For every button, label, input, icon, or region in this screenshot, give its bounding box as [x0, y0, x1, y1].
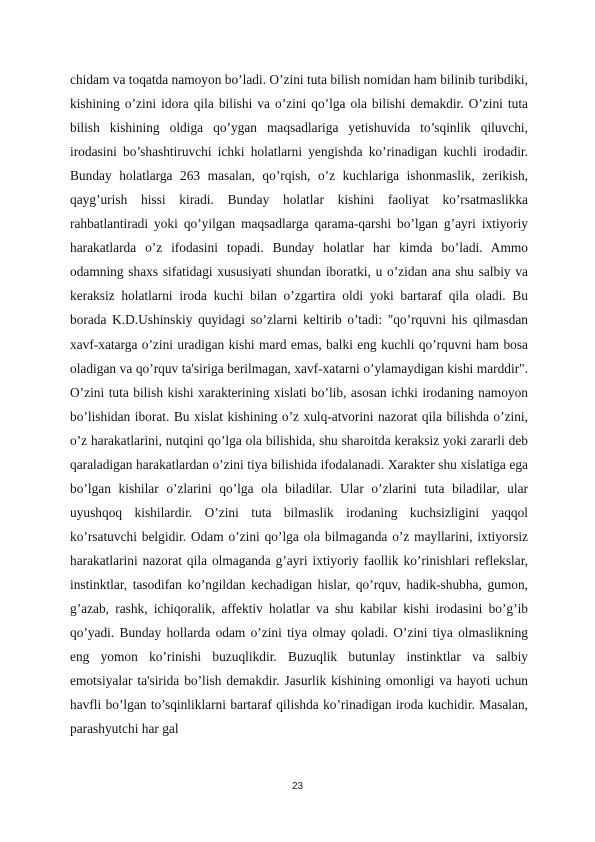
body-paragraph: chidam va toqatda namoyon bo’ladi. O’zini tuta bilish nomidan ham bilinib turibdiki, kishining o’zini idora qila bilishi va o’zini qo’lga ola bilishi demakdir. O’zini tuta bilish kishining oldiga qo’ygan maqsadlariga yetishuvida to’sqinlik qiluvchi, irodasini bo’shashtiruvchi ichki holatlarni yengishda ko’rinadigan kuchli irodadir. Bunday holatlarga 263 masalan, qo’rqish, o’z kuchlariga ishonmaslik, zerikish, qayg’urish hissi kiradi. Bunday holatlar kishini faoliyat ko’rsatmaslikka rahbatlantiradi yoki qo’yilgan maqsadlarga qarama-qarshi bo’lgan g’ayri ixtiyoriy harakatlarda o’z ifodasini topadi. Bunday holatlar har kimda bo’ladi. Ammo odamning shaxs sifatidagi xususiyati shundan iboratki, u o’zidan ana shu salbiy va keraksiz holatlarni iroda kuchi bilan o’zgartira oldi yoki bartaraf qila oladi. Bu borada K.D.Ushinskiy quyidagi so’zlarni keltirib o’tadi: "qo’rquvni his qilmasdan xavf-xatarga o’zini uradigan kishi mard emas, balki eng kuchli qo’rquvni ham bosa oladigan va qo’rquv ta'siriga berilmagan, xavf-xatarni o’ylamaydigan kishi marddir". O’zini tuta bilish kishi xarakterining xislati bo’lib, asosan ichki irodaning namoyon bo’lishidan iborat. Bu xislat kishining o’z xulq-atvorini nazorat qila bilishda o’zini, o’z harakatlarini, nutqini qo’lga ola bilishida, shu sharoitda keraksiz yoki zararli deb qaraladigan harakatlardan o’zini tiya bilishida ifodalanadi. Xarakter shu xislatiga ega bo’lgan kishilar o’zlarini qo’lga ola biladilar. Ular o’zlarini tuta biladilar, ular uyushqoq kishilardir. O’zini tuta bilmaslik irodaning kuchsizligini yaqqol ko’rsatuvchi belgidir. Odam o’zini qo’lga ola bilmaganda o’z mayllarini, ixtiyorsiz harakatlarini nazorat qila olmaganda g’ayri ixtiyoriy faollik ko’rinishlari reflekslar, instinktlar, tasodifan ko’ngildan kechadigan hislar, qo’rquv, hadik-shubha, gumon, g’azab, rashk, ichiqoralik, affektiv holatlar va shu kabilar kishi irodasini bo’g’ib qo’yadi. Bunday hollarda odam o’zini tiya olmay qoladi. O’zini tiya olmaslikning eng yomon ko’rinishi buzuqlikdir. Buzuqlik butunlay instinktlar va salbiy emotsiyalar ta'sirida bo’lish demakdir. Jasurlik kishining omonligi va hayoti uchun havfli bo’lgan to’sqinliklarni bartaraf qilishda ko’rinadigan iroda kuchidir. Masalan, parashyutchi har gal: [70, 72, 528, 737]
page-number: 23: [291, 781, 304, 792]
